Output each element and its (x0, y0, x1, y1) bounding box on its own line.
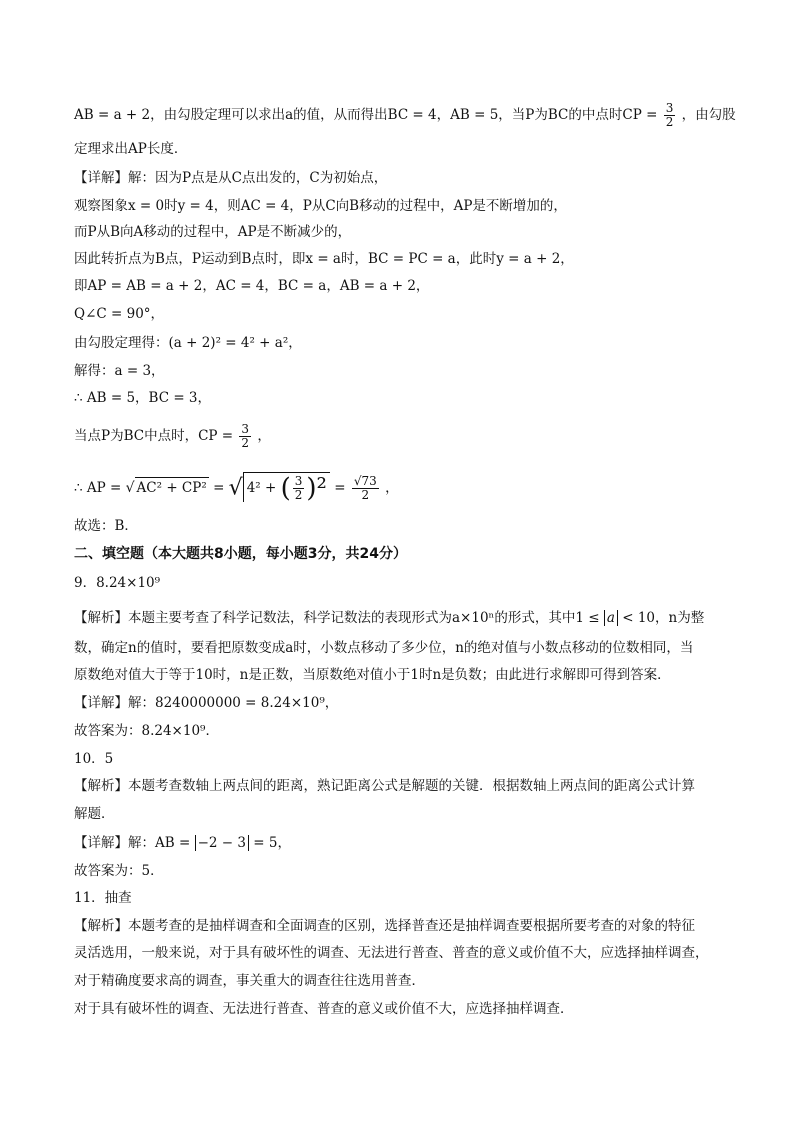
line-text: ，由勾股 (681, 107, 736, 123)
text-line-19: 原数绝对值大于等于10时，n是正数，当原数绝对值小于1时n是负数；由此进行求解即可得到答案． (74, 667, 671, 683)
text-line-21: 故答案为：8.24×10⁹． (74, 723, 219, 739)
text-line-12 (74, 423, 271, 450)
text-line-25 (74, 833, 291, 853)
fraction-three-halves (664, 102, 676, 129)
abs-value: −2 − 3 (195, 835, 249, 851)
text-line-8: Q∠C = 90°， (74, 306, 165, 322)
abs-value: a (604, 610, 618, 626)
paren-close: )² (306, 473, 327, 504)
equals-sign: = (334, 480, 346, 496)
text-line-3: 【详解】解：因为P点是从C点出发的，C为初始点， (74, 170, 388, 186)
radicand-big (243, 472, 330, 502)
paren-open: ( (280, 473, 291, 504)
text-line-11: ∴ AB = 5，BC = 3， (74, 390, 212, 406)
fraction-denominator: 2 (294, 488, 303, 502)
text-line-31: 对于具有破坏性的调查、无法进行普查、普查的意义或价值不大，应选择抽样调查． (74, 1001, 574, 1017)
fraction-denominator: 2 (665, 115, 674, 129)
line-text: = 5， (253, 835, 291, 851)
text-line-17 (74, 608, 704, 628)
text-line-29: 灵活选用，一般来说，对于具有破坏性的调查、无法进行普查、普查的意义或价值不大，应选择抽样调查， (74, 945, 709, 961)
text-line-7: 即AP = AB = a + 2，AC = 4，BC = a，AB = a + 2， (74, 278, 430, 294)
text-line-6: 因此转折点为B点，P运动到B点时，即x = a时，BC = PC = a，此时y = a + 2， (74, 251, 574, 267)
section-heading: 二、填空题（本大题共8小题，每小题3分，共24分） (74, 546, 407, 562)
text-line-28: 【解析】本题考查的是抽样调查和全面调查的区别，选择普查还是抽样调查要根据所要考查的对象的特征 (74, 918, 695, 934)
answer-10: 10．5 (74, 751, 114, 767)
line-text: AB = a + 2，由勾股定理可以求出a的值，从而得出BC = 4，AB = 5，当P为BC的中点时CP = (74, 107, 658, 123)
fraction-numerator: 3 (294, 474, 303, 488)
line-text: 当点P为BC中点时，CP = (74, 428, 234, 444)
sqrt-icon: √ (228, 475, 243, 501)
fraction-three-halves (293, 475, 305, 502)
answer-11: 11．抽查 (74, 890, 132, 906)
radicand: AC² + CP² (135, 477, 209, 498)
text-line-1 (74, 102, 736, 129)
text-line-13 (74, 472, 399, 502)
line-text: ∴ AP = (74, 480, 122, 496)
fraction-denominator: 2 (241, 436, 250, 450)
text-line-4: 观察图象x = 0时y = 4，则AC = 4，P从C向B移动的过程中，AP是不断增加的， (74, 198, 567, 214)
fraction-numerator: √73 (353, 474, 377, 488)
fraction-numerator: 3 (665, 101, 674, 115)
line-text: ， (385, 480, 399, 496)
text-line-26: 故答案为：5． (74, 863, 164, 879)
text-line-5: 而P从B向A移动的过程中，AP是不断减少的， (74, 224, 352, 240)
fraction-numerator: 3 (241, 422, 250, 436)
text-line-10: 解得：a = 3， (74, 363, 165, 379)
text-line-2: 定理求出AP长度． (74, 141, 188, 157)
radicand-text: 4² + (246, 480, 277, 496)
text-line-9: 由勾股定理得：(a + 2)² = 4² + a²， (74, 335, 302, 351)
line-text: ， (257, 428, 271, 444)
text-line-23: 【解析】本题考查数轴上两点间的距离，熟记距离公式是解题的关键．根据数轴上两点间的距离公式计算 (74, 778, 695, 794)
text-line-18: 数，确定n的值时，要看把原数变成a时，小数点移动了多少位，n的绝对值与小数点移动的位数相同，当 (74, 640, 694, 656)
fraction-three-halves (239, 423, 251, 450)
equals-sign: = (213, 480, 225, 496)
text-line-24: 解题． (74, 806, 115, 822)
text-line-20: 【详解】解：8240000000 = 8.24×10⁹， (74, 695, 339, 711)
line-text: 【详解】解：AB = (74, 835, 191, 851)
text-line-30: 对于精确度要求高的调查，事关重大的调查往往选用普查． (74, 973, 425, 989)
line-text: < 10，n为整 (622, 610, 705, 626)
answer-9: 9．8.24×10⁹ (74, 575, 161, 591)
sqrt-icon: √ (125, 480, 135, 496)
fraction-denominator: 2 (361, 488, 370, 502)
text-line-14: 故选：B． (74, 518, 138, 534)
fraction-root73 (352, 475, 379, 502)
line-text: 【解析】本题主要考查了科学记数法，科学记数法的表现形式为a×10ⁿ的形式，其中1 ≤ (74, 610, 600, 626)
